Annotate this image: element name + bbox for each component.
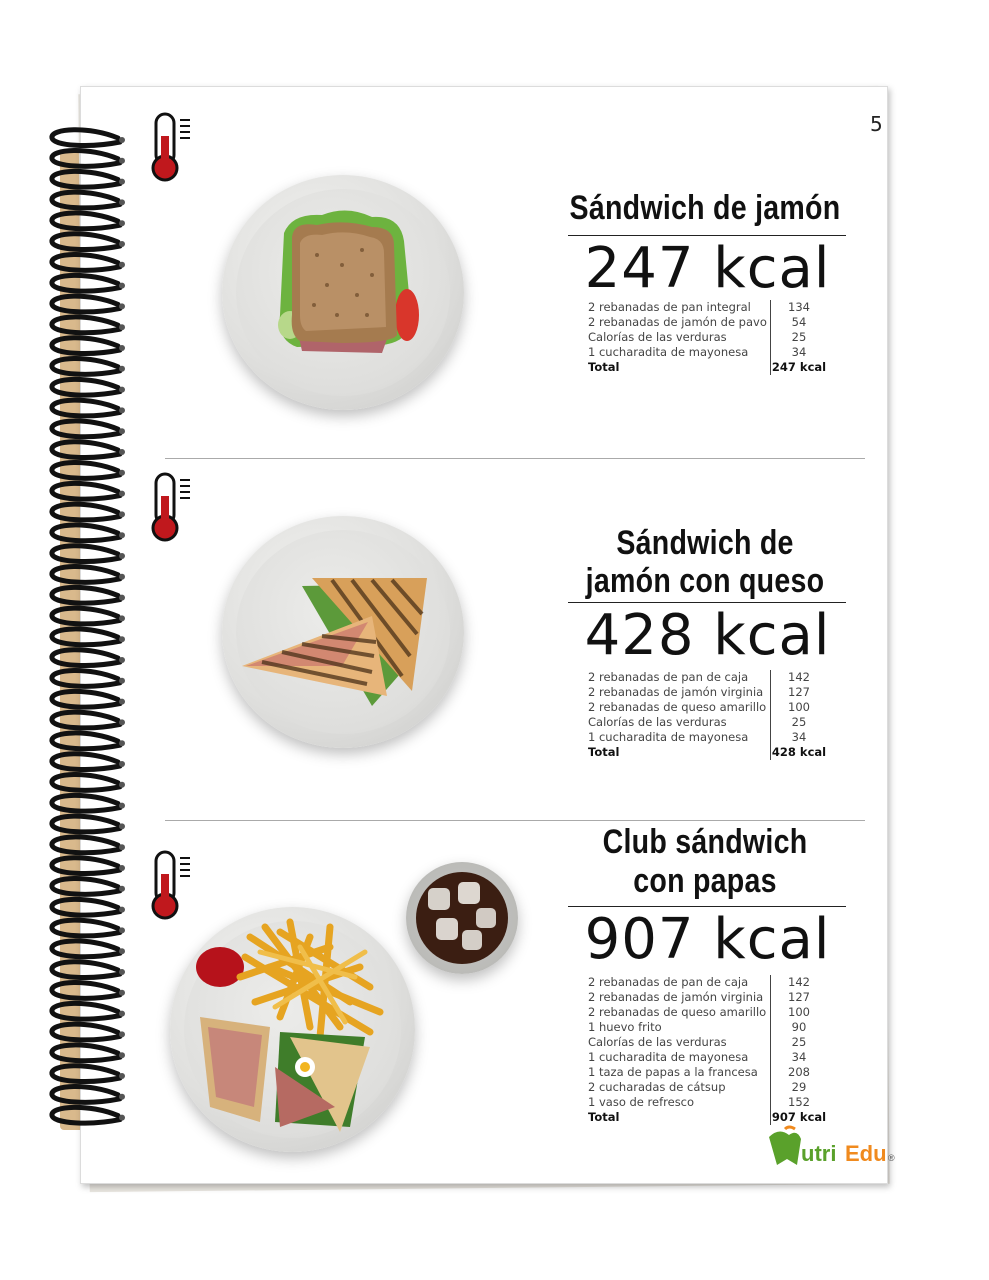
punch-hole [119,844,125,850]
spiral-coil [52,317,120,333]
nutrition-row [588,1020,827,1035]
ham-cheese-sandwich-image [222,516,464,748]
nutrition-total-value: 428 kcal [771,745,827,759]
nutrition-row [588,300,827,315]
punch-hole [119,220,125,226]
punch-hole [119,1073,125,1079]
punch-hole [119,636,125,642]
spiral-coil [52,1087,120,1103]
punch-hole [119,283,125,289]
punch-hole [119,574,125,580]
spiral-coil [52,920,120,936]
nutrition-table [588,300,827,375]
nutrition-row [588,975,827,990]
nutrition-row [588,730,827,745]
page-number: 5 [870,112,883,136]
punch-hole [119,511,125,517]
spiral-coil [52,463,120,479]
punch-hole [119,345,125,351]
punch-hole [119,927,125,933]
spiral-coil [52,525,120,541]
punch-hole [119,719,125,725]
punch-hole [119,158,125,164]
spiral-coil [52,816,120,832]
spiral-coil [52,504,120,520]
spiral-coil [52,879,120,895]
punch-hole [119,1115,125,1121]
punch-hole [119,823,125,829]
nutrition-row [588,670,827,685]
nutrition-item-value: 127 [770,990,827,1005]
section-title [566,823,843,901]
spiral-coil [52,442,120,458]
nutrition-item-label: 1 cucharadita de mayonesa [588,1050,749,1064]
nutriedu-logo-image [765,1125,900,1170]
punch-hole [119,678,125,684]
nutrition-item-label: 1 huevo frito [588,1020,662,1034]
nutrition-item-value: 152 [770,1095,827,1110]
punch-hole [119,553,125,559]
title-line: con papas [633,862,777,900]
spiral-coil [52,275,120,291]
nutrition-table [588,670,827,760]
nutrition-item-label: 2 rebanadas de jamón de pavo [588,315,767,329]
punch-hole [119,179,125,185]
nutrition-item-label: 2 rebanadas de queso amarillo [588,700,767,714]
nutrition-row [588,345,827,360]
logo-text-edu: Edu [845,1141,887,1166]
section-title [566,524,843,600]
spiral-coil [52,629,120,645]
title-line: Club sándwich [602,823,808,861]
nutrition-row [588,1005,827,1020]
nutrition-row [588,1065,827,1080]
logo-text-nutri: utri [801,1141,837,1166]
plate-ham-sandwich [222,175,464,410]
spiral-coil [52,546,120,562]
spiral-coil [52,587,120,603]
punch-hole [119,1094,125,1100]
spiral-coil [52,775,120,791]
nutrition-item-value: 127 [770,685,827,700]
nutrition-total-row [588,360,827,375]
spiral-coil [52,1107,120,1123]
nutrition-item-value: 134 [770,300,827,315]
spiral-coil [52,858,120,874]
section-divider [165,820,865,821]
kcal-total-display: 428 kcal [584,603,831,668]
nutrition-item-value: 100 [770,700,827,715]
title-line: Sándwich de [616,524,794,562]
plate-ham-cheese-sandwich [222,516,464,748]
nutrition-row [588,1050,827,1065]
punch-hole [119,907,125,913]
nutrition-row [588,715,827,730]
spiral-coil [52,151,120,167]
spiral-coil [52,671,120,687]
spiral-coil [52,899,120,915]
nutrition-item-label: 2 rebanadas de pan integral [588,300,751,314]
title-line: Sándwich de jamón [569,189,841,227]
spiral-coil [52,483,120,499]
punch-hole [119,303,125,309]
nutrition-item-label: 1 taza de papas a la francesa [588,1065,758,1079]
nutrition-item-label: 2 rebanadas de pan de caja [588,670,749,684]
club-sandwich-fries-image [170,907,415,1152]
spiral-coil [52,234,120,250]
spiral-coil [52,1003,120,1019]
nutrition-item-value: 25 [770,1035,827,1050]
punch-hole [119,740,125,746]
nutrition-item-label: 2 rebanadas de queso amarillo [588,1005,767,1019]
nutrition-item-value: 29 [770,1080,827,1095]
spiral-coil [52,255,120,271]
soda-glass-image [406,862,518,974]
punch-hole [119,137,125,143]
nutrition-item-label: 2 rebanadas de jamón virginia [588,685,764,699]
nutrition-item-value: 34 [770,345,827,360]
spiral-coil [52,983,120,999]
punch-hole [119,1031,125,1037]
spiral-coil [52,296,120,312]
punch-hole [119,262,125,268]
nutrition-total-row [588,745,827,760]
punch-hole [119,241,125,247]
nutrition-item-label: Calorías de las verduras [588,715,727,729]
nutrition-item-value: 142 [770,975,827,990]
nutrition-item-value: 100 [770,1005,827,1020]
punch-hole [119,199,125,205]
plate-club-sandwich [170,907,415,1152]
punch-hole [119,948,125,954]
spiral-coil [52,712,120,728]
punch-hole [119,657,125,663]
nutrition-item-label: 1 cucharadita de mayonesa [588,345,749,359]
spiral-coil [52,1066,120,1082]
spiral-coil [52,1024,120,1040]
spiral-coil [52,733,120,749]
nutrition-item-value: 34 [770,730,827,745]
spiral-coil [52,691,120,707]
kcal-total-display: 907 kcal [584,907,831,972]
spiral-binding [30,120,140,1130]
nutrition-row [588,1080,827,1095]
nutrition-item-label: 1 cucharadita de mayonesa [588,730,749,744]
nutrition-table [588,975,827,1125]
nutriedu-logo [765,1125,900,1170]
nutrition-item-label: Calorías de las verduras [588,330,727,344]
punch-hole [119,886,125,892]
nutrition-row [588,700,827,715]
spiral-coil [52,171,120,187]
spiral-coil [52,795,120,811]
section-divider [165,458,865,459]
ham-sandwich-image [222,175,464,410]
nutrition-item-label: Calorías de las verduras [588,1035,727,1049]
spiral-coil [52,421,120,437]
punch-hole [119,449,125,455]
punch-hole [119,969,125,975]
nutrition-total-row [588,1110,827,1125]
nutrition-row [588,990,827,1005]
spiral-coil [52,192,120,208]
logo-registered-mark: ® [888,1153,895,1163]
nutrition-total-value: 247 kcal [771,360,827,374]
punch-hole [119,990,125,996]
punch-hole [119,1052,125,1058]
nutrition-total-label: Total [588,360,620,374]
punch-hole [119,491,125,497]
nutrition-item-value: 208 [770,1065,827,1080]
punch-hole [119,595,125,601]
spiral-coil [52,567,120,583]
punch-hole [119,865,125,871]
spiral-coil [52,130,120,146]
punch-hole [119,428,125,434]
nutrition-item-label: 2 rebanadas de jamón virginia [588,990,764,1004]
nutrition-item-value: 25 [770,715,827,730]
nutrition-total-value: 907 kcal [771,1110,827,1124]
nutrition-item-value: 142 [770,670,827,685]
punch-hole [119,761,125,767]
punch-hole [119,387,125,393]
punch-hole [119,366,125,372]
nutrition-item-value: 25 [770,330,827,345]
thermometer-icon [148,112,198,182]
nutrition-total-label: Total [588,1110,620,1124]
punch-hole [119,324,125,330]
kcal-total-display: 247 kcal [584,236,831,301]
spiral-coil [52,608,120,624]
spiral-coil [52,338,120,354]
punch-hole [119,1011,125,1017]
nutrition-item-label: 1 vaso de refresco [588,1095,695,1109]
nutrition-item-value: 34 [770,1050,827,1065]
spiral-coil [52,400,120,416]
nutrition-row [588,315,827,330]
spiral-coil [52,213,120,229]
spiral-coil [52,941,120,957]
spiral-coil [52,754,120,770]
section-title [566,188,843,228]
punch-hole [119,470,125,476]
punch-hole [119,532,125,538]
punch-hole [119,699,125,705]
spiral-coil [52,359,120,375]
punch-hole [119,407,125,413]
punch-hole [119,782,125,788]
punch-hole [119,615,125,621]
spiral-coil [52,379,120,395]
nutrition-item-label: 2 rebanadas de pan de caja [588,975,749,989]
spiral-coil [52,650,120,666]
spiral-coil [52,962,120,978]
nutrition-item-value: 54 [770,315,827,330]
nutrition-item-label: 2 cucharadas de cátsup [588,1080,726,1094]
nutrition-row [588,685,827,700]
nutrition-total-label: Total [588,745,620,759]
soda-glass [406,862,518,974]
thermometer-icon [148,472,198,542]
punch-hole [119,803,125,809]
title-line: jamón con queso [585,562,825,600]
spiral-coil [52,1045,120,1061]
spiral-coil [52,837,120,853]
nutrition-row [588,330,827,345]
nutrition-item-value: 90 [770,1020,827,1035]
nutrition-row [588,1035,827,1050]
nutrition-row [588,1095,827,1110]
